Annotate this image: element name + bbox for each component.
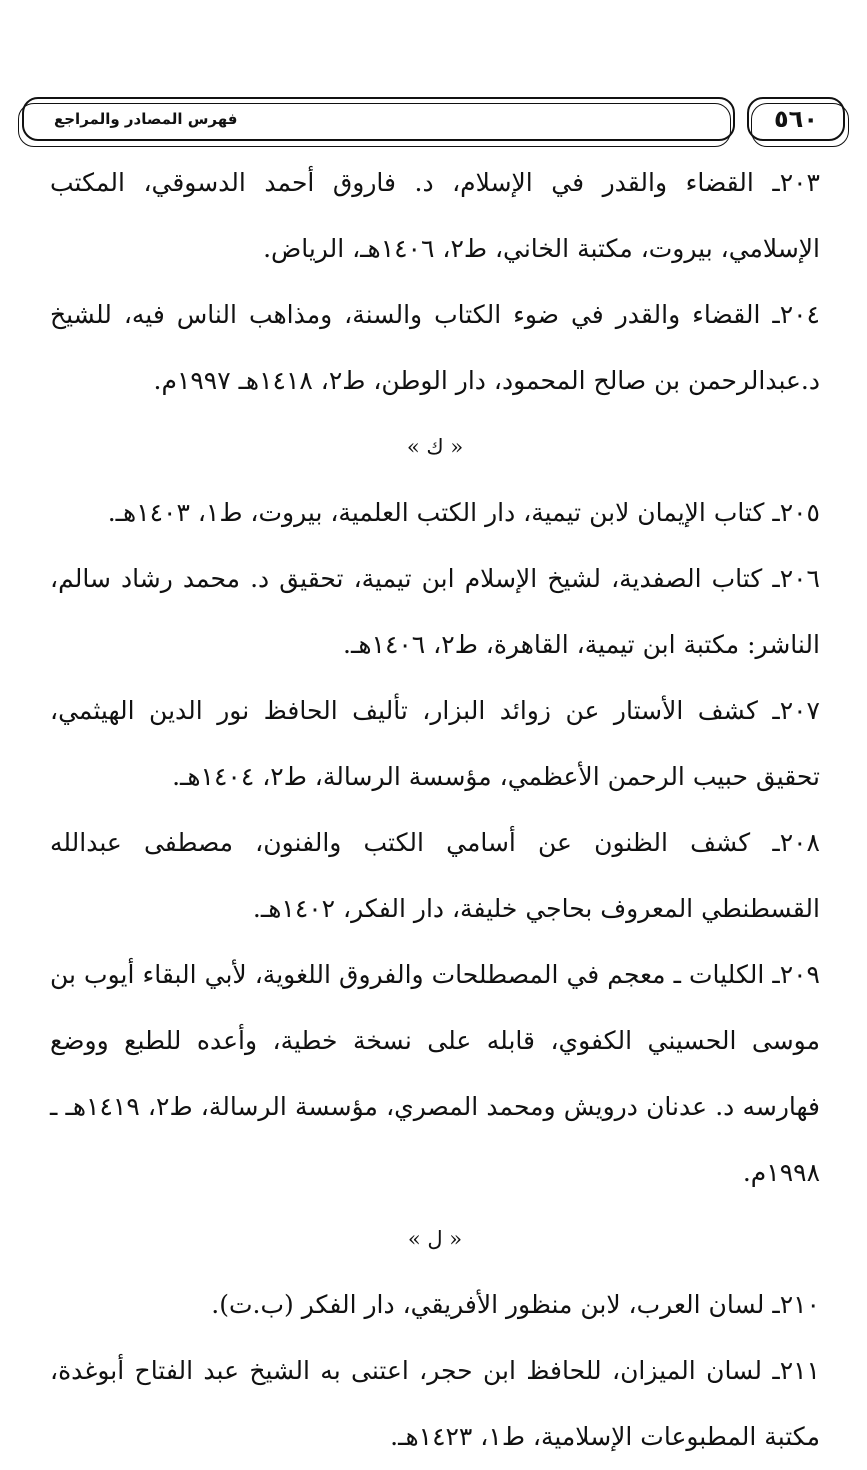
entry-text: لسان العرب، لابن منظور الأفريقي، دار الفكر (ب.ت).: [211, 1290, 765, 1319]
entry-number: ٢٠٤ـ: [772, 300, 820, 329]
entry-number: ٢١٠ـ: [772, 1290, 820, 1319]
bibliography-entry: [50, 480, 820, 546]
running-title: فهرس المصادر والمراجع: [54, 110, 238, 128]
page-header: [22, 97, 845, 145]
bibliography-entry: [50, 1272, 820, 1338]
bibliography-entry: [50, 282, 820, 414]
entry-number: ٢٠٨ـ: [772, 828, 820, 857]
entry-number: ٢٠٩ـ: [772, 960, 820, 989]
bibliography-content: [50, 150, 820, 1470]
entry-number: ٢٠٣ـ: [772, 168, 820, 197]
entry-text: كتاب الصفدية، لشيخ الإسلام ابن تيمية، تحقيق د. محمد رشاد سالم، الناشر: مكتبة ابن تيمية، القاهرة، ط٢، ١٤٠٦هـ.: [50, 564, 820, 659]
entry-number: ٢٠٧ـ: [772, 696, 820, 725]
entry-text: كتاب الإيمان لابن تيمية، دار الكتب العلمية، بيروت، ط١، ١٤٠٣هـ.: [107, 498, 765, 527]
bibliography-entry: [50, 546, 820, 678]
bibliography-entry: [50, 810, 820, 942]
entry-text: الكليات ـ معجم في المصطلحات والفروق اللغوية، لأبي البقاء أيوب بن موسى الحسيني الكفوي، قابله على نسخة خطية، وأعده للطبع ووضع فهارسه د. عدنان درويش ومحمد المصري، مؤسسة الرسالة، ط٢، ١٤١٩هـ ـ ١٩٩٨م.: [50, 960, 821, 1187]
entry-text: كشف الظنون عن أسامي الكتب والفنون، مصطفى عبدالله القسطنطي المعروف بحاجي خليفة، دار الفكر، ١٤٠٢هـ.: [50, 828, 820, 923]
entry-text: القضاء والقدر في الإسلام، د. فاروق أحمد الدسوقي، المكتب الإسلامي، بيروت، مكتبة الخاني، ط٢، ١٤٠٦هـ، الرياض.: [50, 168, 820, 263]
entry-text: كشف الأستار عن زوائد البزار، تأليف الحافظ نور الدين الهيثمي، تحقيق حبيب الرحمن الأعظمي، مؤسسة الرسالة، ط٢، ١٤٠٤هـ.: [50, 696, 820, 791]
page-number: ٥٦٠: [774, 105, 818, 133]
entry-number: ٢٠٥ـ: [772, 498, 820, 527]
bibliography-entry: [50, 942, 820, 1206]
entry-text: لسان الميزان، للحافظ ابن حجر، اعتنى به الشيخ عبد الفتاح أبوغدة، مكتبة المطبوعات الإسلامية، ط١، ١٤٢٣هـ.: [50, 1356, 820, 1451]
section-heading-lam: « ل »: [407, 1227, 463, 1251]
section-heading-kaf: « ك »: [406, 435, 464, 459]
page-number-frame: [747, 97, 845, 141]
bibliography-entry: [50, 1338, 820, 1470]
bibliography-entry: [50, 150, 820, 282]
running-title-frame: [22, 97, 735, 141]
entry-number: ٢٠٦ـ: [772, 564, 820, 593]
entry-text: القضاء والقدر في ضوء الكتاب والسنة، ومذاهب الناس فيه، للشيخ د.عبدالرحمن بن صالح المحمود، دار الوطن، ط٢، ١٤١٨هـ ١٩٩٧م.: [50, 300, 820, 395]
bibliography-entry: [50, 678, 820, 810]
entry-number: ٢١١ـ: [772, 1356, 820, 1385]
